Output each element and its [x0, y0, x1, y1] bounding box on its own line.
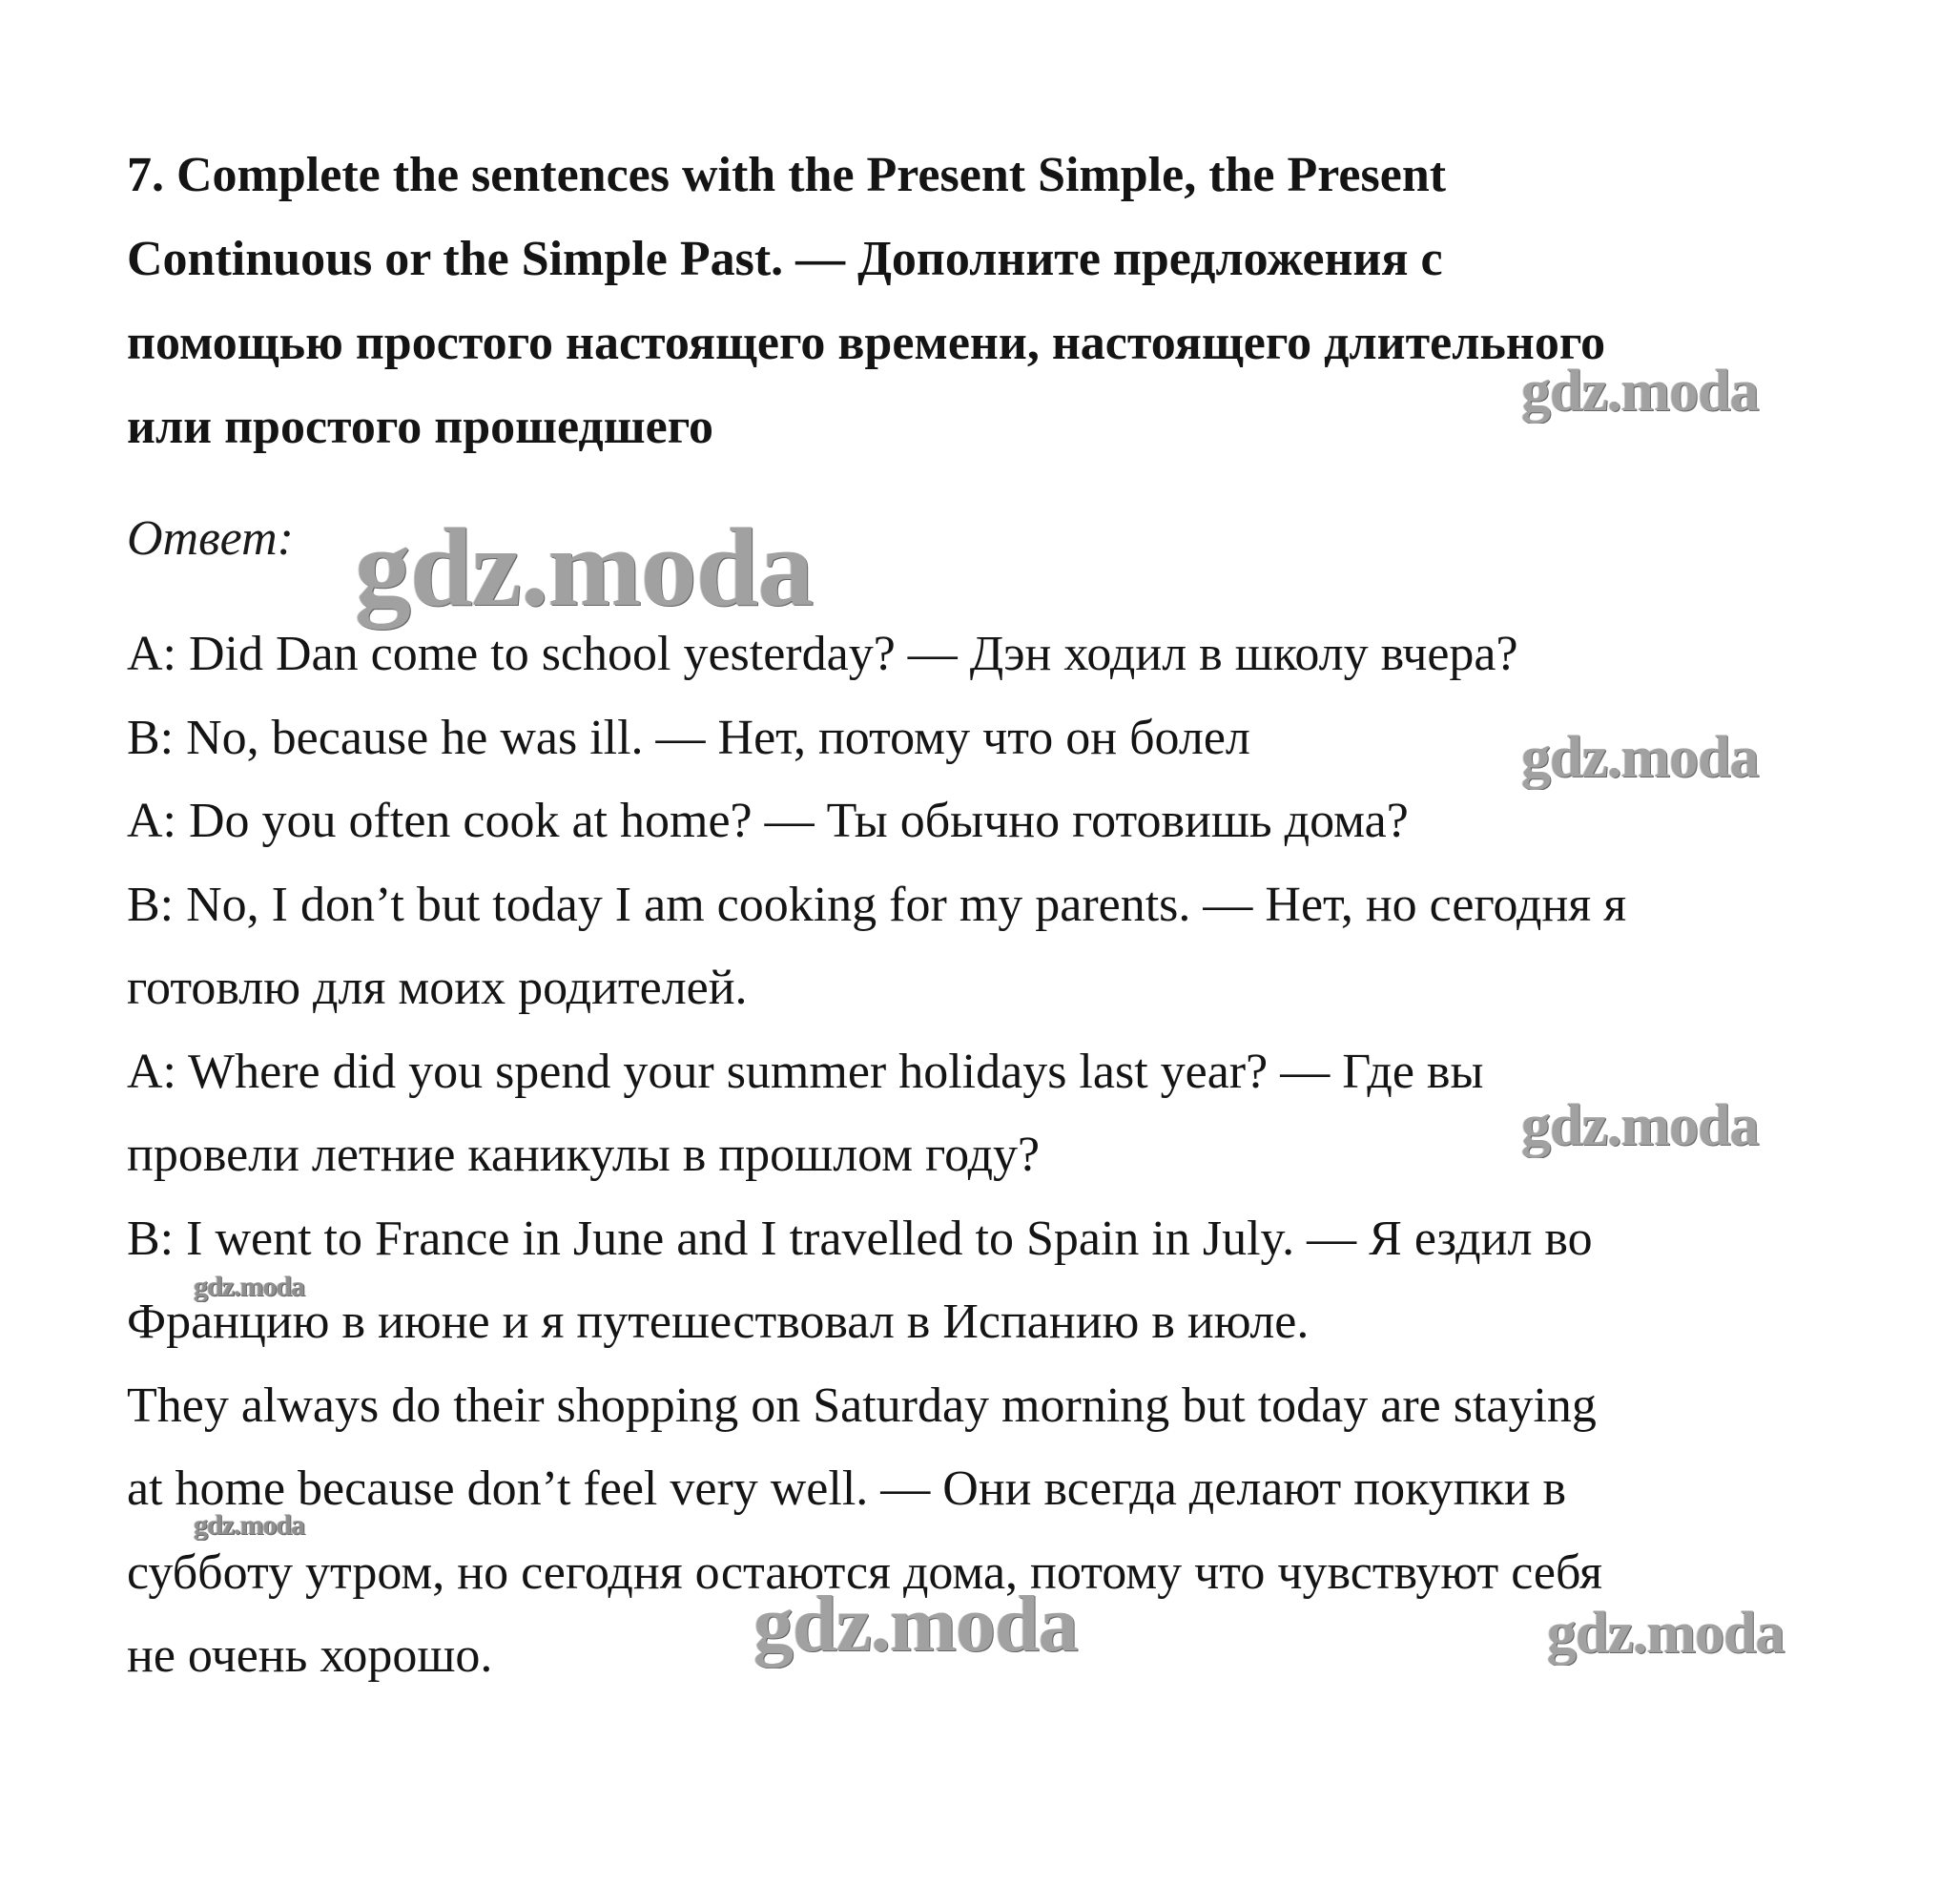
watermark: gdz.moda — [194, 1271, 305, 1302]
watermark: gdz.moda — [1547, 1601, 1785, 1666]
watermark: gdz.moda — [753, 1580, 1078, 1668]
answer-line-4: B: No, I don’t but today I am cooking for my parents. — Нет, но сегодня я — [127, 877, 1627, 932]
answer-line-6: A: Where did you spend your summer holidays last year? — Где вы — [127, 1044, 1484, 1099]
heading-line-4: или простого прошедшего — [127, 400, 714, 454]
answer-line-5: готовлю для моих родителей. — [127, 961, 748, 1015]
heading-line-2: Continuous or the Simple Past. — Дополните предложения с — [127, 232, 1443, 286]
watermark: gdz.moda — [1521, 359, 1759, 424]
answer-label: Ответ: — [127, 511, 294, 566]
watermark: gdz.moda — [1521, 1093, 1759, 1158]
heading-line-3: помощью простого настоящего времени, настоящего длительного — [127, 316, 1606, 370]
answer-line-10: They always do their shopping on Saturday morning but today are staying — [127, 1378, 1597, 1433]
watermark: gdz.moda — [194, 1509, 305, 1541]
answer-line-11: at home because don’t feel very well. — Они всегда делают покупки в — [127, 1461, 1567, 1516]
answer-line-13: не очень хорошо. — [127, 1628, 493, 1683]
answer-line-9: Францию в июне и я путешествовал в Испанию в июле. — [127, 1295, 1310, 1349]
watermark: gdz.moda — [355, 505, 814, 630]
heading-line-1: 7. Complete the sentences with the Present Simple, the Present — [127, 148, 1447, 202]
answer-line-2: B: No, because he was ill. — Нет, потому что он болел — [127, 710, 1250, 765]
answer-line-1: A: Did Dan come to school yesterday? — Дэн ходил в школу вчера? — [127, 627, 1518, 681]
answer-line-3: A: Do you often cook at home? — Ты обычно готовишь дома? — [127, 794, 1409, 848]
answer-line-12: субботу утром, но сегодня остаются дома, потому что чувствуют себя — [127, 1544, 1603, 1600]
watermark: gdz.moda — [1521, 725, 1759, 790]
answer-line-7: провели летние каникулы в прошлом году? — [127, 1128, 1041, 1182]
answer-line-8: B: I went to France in June and I travelled to Spain in July. — Я ездил во — [127, 1211, 1593, 1266]
